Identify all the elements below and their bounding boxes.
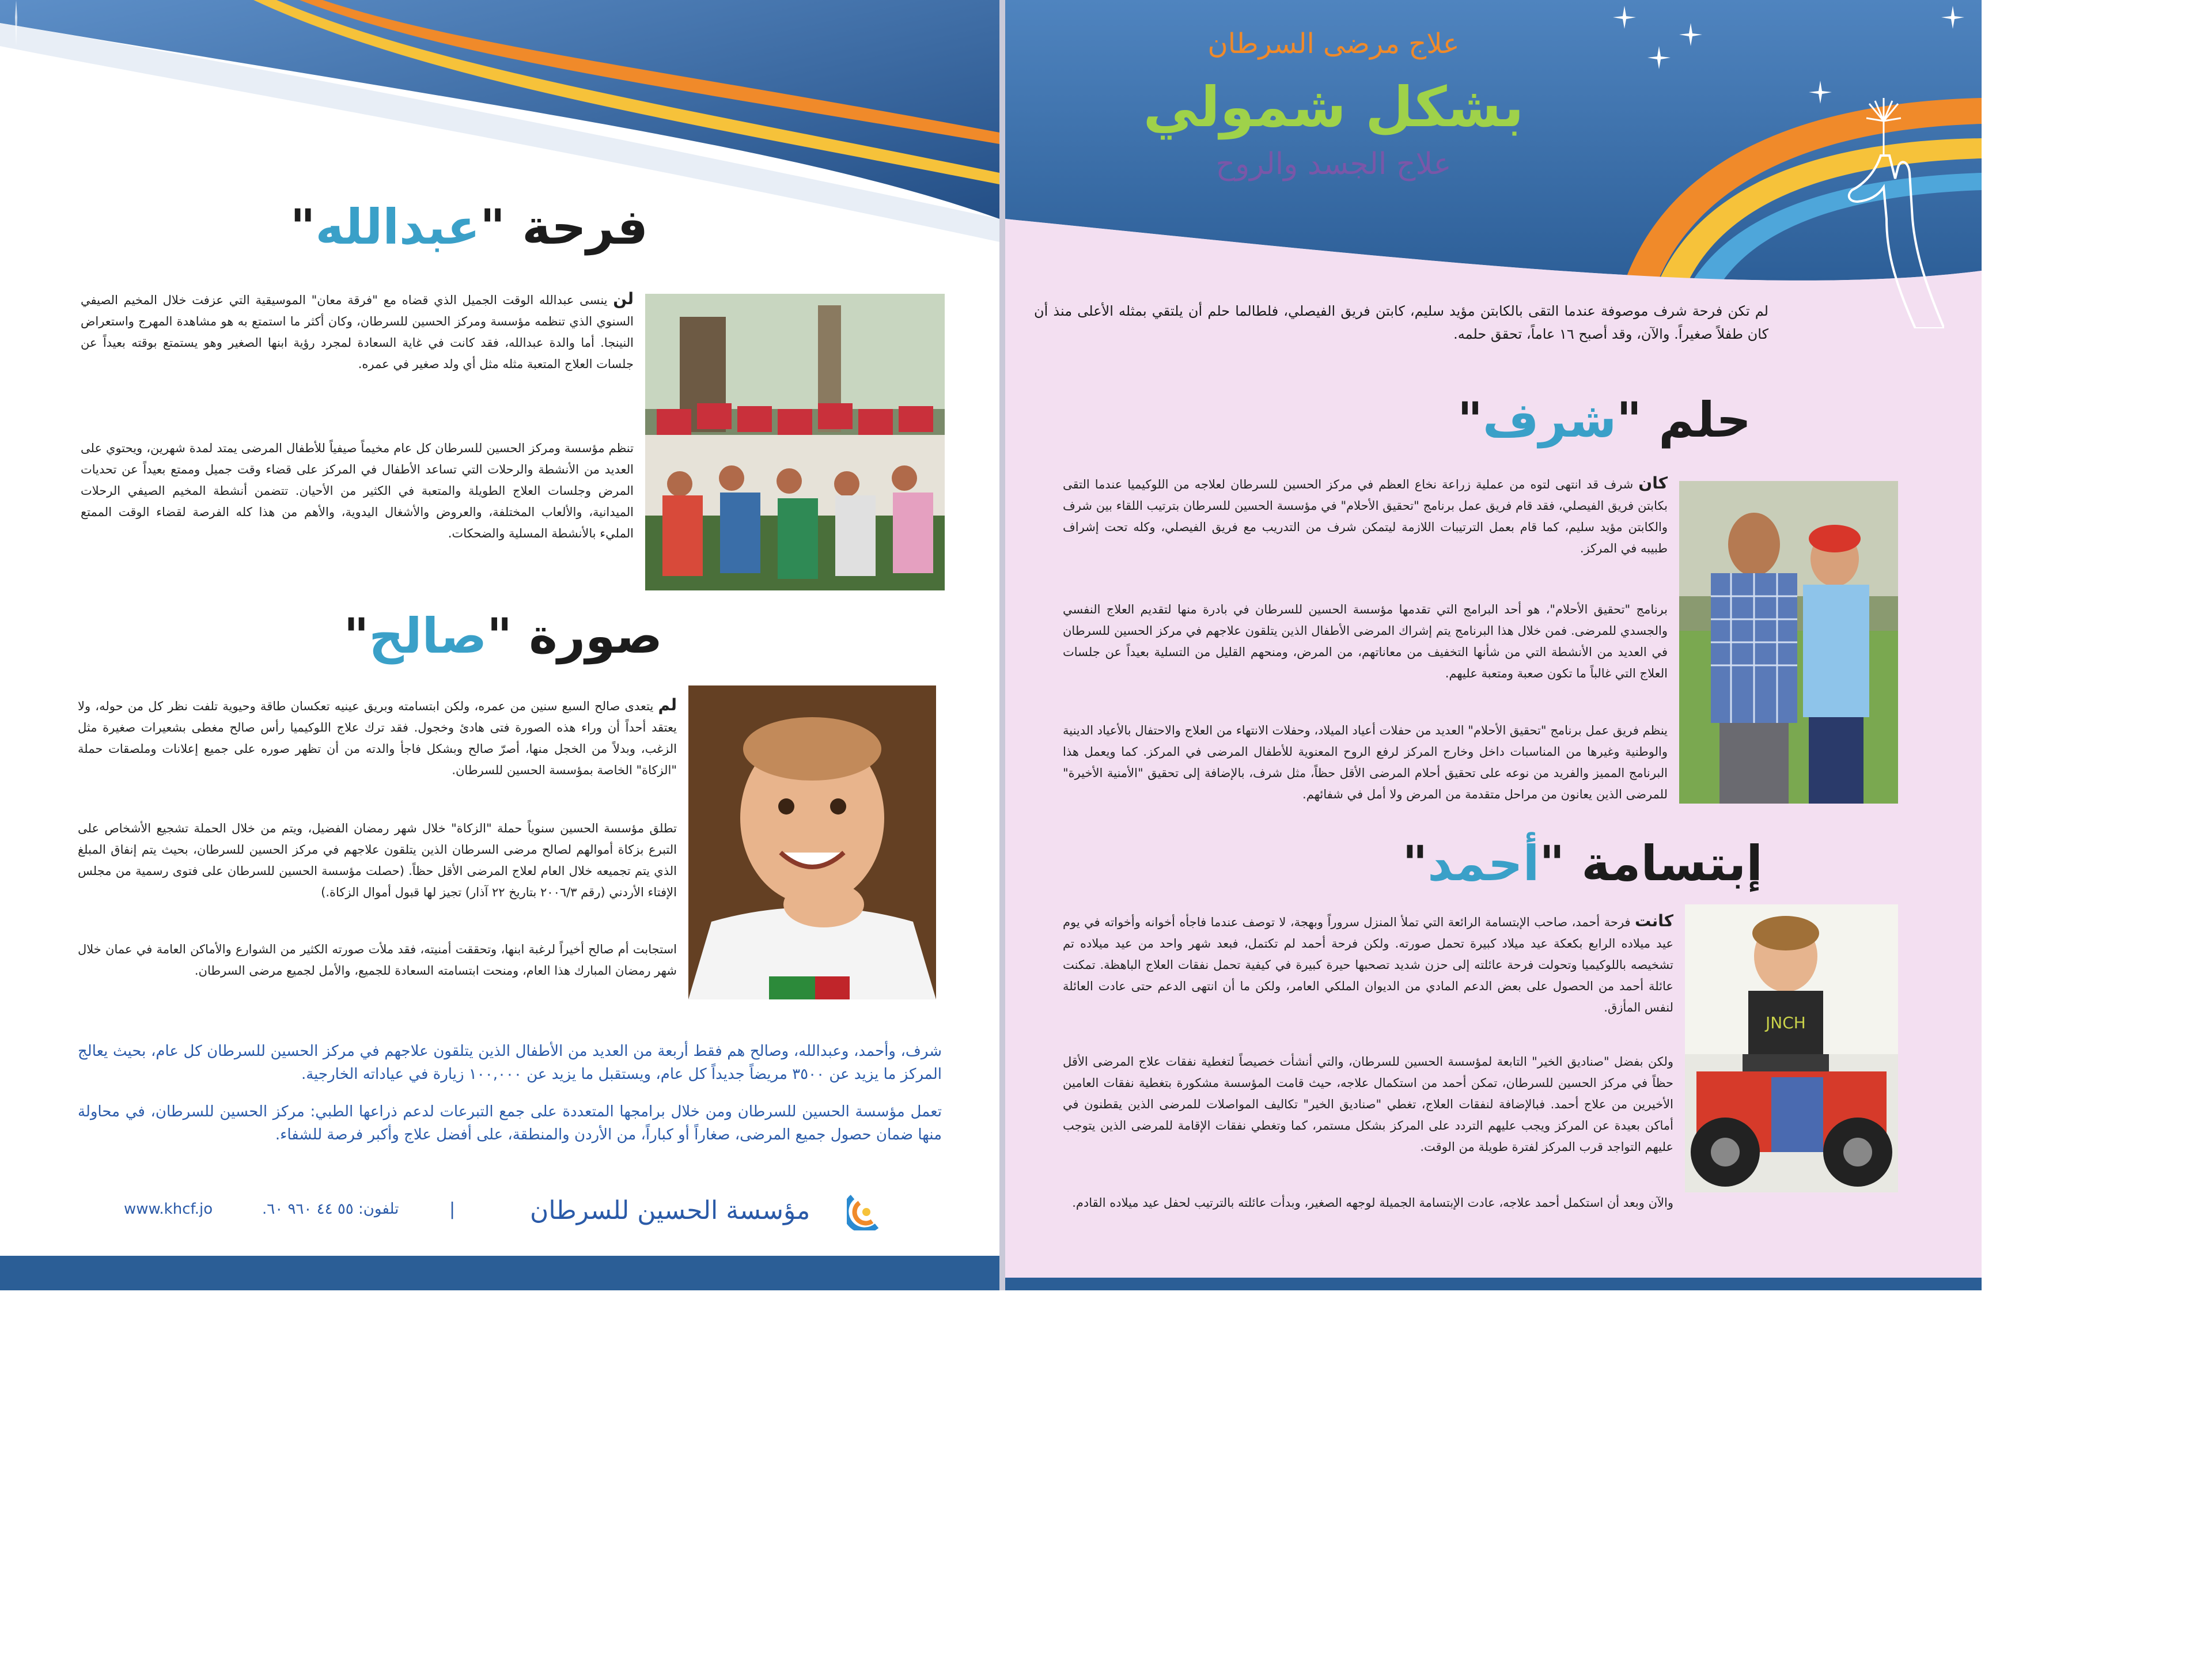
abdullah-photo bbox=[645, 294, 945, 590]
svg-text:JNCH: JNCH bbox=[1766, 1013, 1806, 1032]
saleh-heading: صورة "صالح" bbox=[343, 608, 662, 664]
left-footer-band bbox=[0, 1256, 999, 1290]
saleh-paragraph-1: لم يتعدى صالح السبع سنين من عمره، ولكن ابتسامته وبريق عينيه تعكسان طاقة وحيوية تلفت نظر كل من حوله، ولا يعتقد أحداً أن وراء هذه الصورة فتى هادئ وخجول. فقد ترك علاج اللوكيميا رأس صالح مغطى بشعيرات صغيرة مثل الزغب، وبدلاً من الخجل منها، أصرّ صالح وبشكل فاجأ والدته من أن تظهر صوره على جميع إعلانات وملصقات حملة "الزكاة" الخاصة بمؤسسة الحسين للسرطان. bbox=[78, 695, 677, 777]
footer-separator: | bbox=[449, 1199, 456, 1219]
star-sparkle-icon bbox=[1671, 17, 1711, 52]
ahmad-heading: إبتسامة "أحمد" bbox=[1402, 835, 1763, 892]
abdullah-paragraph-2: تنظم مؤسسة ومركز الحسين للسرطان كل عام مخيماً صيفياً للأطفال المرضى يمتد لمدة شهرين، ويحتوي على العديد من الأنشطة والرحلات التي تساعد الأطفال في المركز على قضاء وقت جميل وممتع بعيداً عن تحديات المرض وجلسات العلاج الطويلة والمتعبة في الكثير من الأحيان. تتضمن أنشطة المخيم الصيفي الرحلات الميدانية، والألعاب المختلفة، والعروض والأشغال اليدوية، والأهم من هذا كله الفرصة لقضاء الوقت الممتع المليء بالأنشطة المسلية والضحكات. bbox=[81, 441, 634, 540]
left-decor-sparkle bbox=[5, 0, 28, 46]
star-sparkle-icon bbox=[1933, 0, 1973, 35]
right-intro-paragraph: لم تكن فرحة شرف موصوفة عندما التقى بالكابتن مؤيد سليم، كابتن فريق الفيصلي، فلطالما حلم أن يلتقي بمثله الأعلى منذ أن كان طفلاً صغيراً. والآن، وقد أصبح ١٦ عاماً، تحقق حلمه. bbox=[1034, 303, 1768, 342]
left-page bbox=[0, 0, 999, 1290]
footer-phone: تلفون: ٥٥ ٤٤ ٩٦٠ ٦٠. bbox=[262, 1200, 399, 1218]
ahmad-photo bbox=[1685, 904, 1898, 1192]
sharaf-heading: حلم "شرف" bbox=[1457, 392, 1751, 448]
left-footer bbox=[115, 1192, 893, 1233]
sharaf-photo bbox=[1679, 481, 1898, 804]
right-header-line1: علاج مرضى السرطان bbox=[1207, 28, 1460, 60]
abdullah-heading: فرحة "عبدالله" bbox=[290, 199, 648, 255]
sharaf-paragraph-2: برنامج "تحقيق الأحلام"، هو أحد البرامج التي تقدمها مؤسسة الحسين للسرطان في بادرة منها لتقديم العلاج النفسي والجسدي للمرضى. فمن خلال هذا البرنامج يتم إشراك المرضى الأطفال الذين يتلقون علاجهم في مركز الحسين للسرطان في العديد من الأنشطة التي من شأنها التخفيف من معاناتهم، من المرض، ومنحهم القليل من التسلية بعيداً عن جلسات العلاج التي غالباً ما تكون صعبة ومتعبة عليهم. bbox=[1063, 603, 1668, 680]
sharaf-paragraph-3: ينظم فريق عمل برنامج "تحقيق الأحلام" العديد من حفلات أعياد الميلاد، وحفلات الانتهاء من العلاج والاحتفال بالأعياد الدينية والوطنية وغيرها من المناسبات داخل وخارج المركز لرفع الروح المعنوية للأطفال المرضى في المركز. كما ويعمل هذا البرنامج المميز والفريد من نوعه على تحقيق أحلام المرضى الأقل حظاً، مثل شرف، بالإضافة إلى تحقيق "الأمنية الأخيرة" للمرضى الذين يعانون من مراحل متقدمة من المرض ولا أمل في شفائهم. bbox=[1063, 724, 1668, 801]
abdullah-paragraph-1: لن ينسى عبدالله الوقت الجميل الذي قضاه مع "فرقة معان" الموسيقية التي عزفت خلال المخيم الصيفي السنوي الذي تنظمه مؤسسة ومركز الحسين للسرطان، وكان أكثر ما استمتع به هو مشاهدة المهرج واستعراض النينجا. أما والدة عبدالله، فقد كانت في غاية السعادة لمجرد رؤية ابنها الصغير وهو يستمتع بوقته بعيداً عن جلسات العلاج المتعبة مثله مثل أي ولد صغير في عمره. bbox=[81, 289, 634, 371]
star-sparkle-icon bbox=[1604, 0, 1645, 35]
saleh-photo bbox=[688, 685, 936, 999]
right-header-line3: علاج الجسد والروح bbox=[1215, 147, 1452, 181]
khcf-logo-icon bbox=[847, 1192, 882, 1230]
summary-paragraph-2: تعمل مؤسسة الحسين للسرطان ومن خلال برامجها المتعددة على جمع التبرعات لدعم ذراعها الطبي: مركز الحسين للسرطان، في محاولة منها ضمان حصول جميع المرضى، صغاراً أو كباراً، من الأردن والمنطقة، على أفضل علاج وأكبر فرصة للشفاء. bbox=[78, 1103, 942, 1143]
saleh-paragraph-2: تطلق مؤسسة الحسين سنوياً حملة "الزكاة" خلال شهر رمضان الفضيل، ويتم من خلال الحملة تشجيع الأشخاص على التبرع بزكاة أموالهم لصالح مرضى السرطان الذين يتلقون علاجهم في مركز الحسين للسرطان، بحيث يتم إنفاق المبلغ الذي يتم تجميعه خلال العام لعلاج المرضى الأقل حظاً. (حصلت مؤسسة الحسين للسرطان على فتوى رسمية من مجلس الإفتاء الأردني (رقم ٢٠٠٦/٣ بتاريخ ٢٢ آذار) تجيز لها قبول أموال الزكاة.) bbox=[78, 821, 677, 899]
ahmad-paragraph-3: والآن وبعد أن استكمل أحمد علاجه، عادت الإبتسامة الجميلة لوجهه الصغير، وبدأت عائلته بالترتيب لحفل عيد ميلاده القادم. bbox=[1072, 1196, 1673, 1210]
sharaf-paragraph-1: كان شرف قد انتهى لتوه من عملية زراعة نخاع العظم في مركز الحسين للسرطان لعلاجه من اللوكيميا عندما التقى بكابتن فريق الفيصلي، فقد قام فريق عمل برنامج "تحقيق الأحلام" في مؤسسة الحسين للسرطان بترتيب اللقاء بين شرف والكابتن مؤيد سليم، كما قام بعمل الترتيبات اللازمة ليتمكن شرف من التدريب مع فريق الفيصلي، وكله تحت إشراف طبيبه في المركز. bbox=[1063, 474, 1668, 555]
right-footer-band bbox=[1005, 1278, 1982, 1290]
summary-paragraph-1: شرف، وأحمد، وعبدالله، وصالح هم فقط أربعة من العديد من الأطفال الذين يتلقون علاجهم في مركز الحسين للسرطان كل عام، بحيث يعالج المركز ما يزيد عن ٣٥٠٠ مريضاً جديداً كل عام، ويستقبل ما يزيد عن ١٠٠,٠٠٠ زيارة في عياداته الخارجية. bbox=[78, 1043, 942, 1083]
right-header-line2: بشكل شمولي bbox=[1143, 75, 1524, 139]
footer-website[interactable]: www.khcf.jo bbox=[124, 1200, 213, 1218]
page-gutter bbox=[999, 0, 1005, 1290]
saleh-paragraph-3: استجابت أم صالح أخيراً لرغبة ابنها، وتحققت أمنيته، فقد ملأت صورته الكثير من الشوارع والأماكن العامة في عمان خلال شهر رمضان المبارك هذا العام، ومنحت ابتسامته السعادة للجميع، والأمل لجميع مرضى السرطان. bbox=[78, 942, 677, 978]
footer-org-name: مؤسسة الحسين للسرطان bbox=[530, 1196, 810, 1225]
ahmad-paragraph-2: ولكن بفضل "صناديق الخير" التابعة لمؤسسة الحسين للسرطان، والتي أنشأت خصيصاً لتغطية نفقات علاج المرضى الأقل حظاً في مركز الحسين للسرطان، تمكن أحمد من استكمال علاجه، حيث قامت المؤسسة مشكورة بتغطية نفقات العامين الأخيرين من علاج أحمد. فبالإضافة لنفقات العلاج، تغطي "صناديق الخير" تكاليف المواصلات للمرضى الذين يقطنون في أماكن بعيدة عن المركز ويجب عليهم التردد على المركز بشكل مستمر، كما وتغطي نفقات الإقامة للمرضى الذين يتوجب عليهم التواجد قرب المركز لفترة طويلة من الوقت. bbox=[1063, 1055, 1673, 1154]
right-page bbox=[1005, 0, 1982, 1290]
ahmad-paragraph-1: كانت فرحة أحمد، صاحب الإبتسامة الرائعة التي تملأ المنزل سروراً وبهجة، لا توصف عندما فاجأه أخوانه وأخواته في يوم عيد ميلاده الرابع بكعكة عيد ميلاد كبيرة تحمل صورته. ولكن فرحة أحمد لم تكتمل، فبعد شهر واحد من عيد ميلاده تم تشخيصه باللوكيميا وتحولت فرحة عائلته إلى حزن شديد تصحبها حيرة كبيرة في كيفية تحمل نفقات العلاج الباهظة. تمكنت عائلة أحمد من الحصول على بعض الدعم المادي من الديوان الملكي العامر، ولكن ما أن انتهى الدعم حتى عادت العائلة لنفس المأزق. bbox=[1063, 911, 1673, 1014]
dandelion-hand-icon bbox=[1829, 86, 1944, 328]
